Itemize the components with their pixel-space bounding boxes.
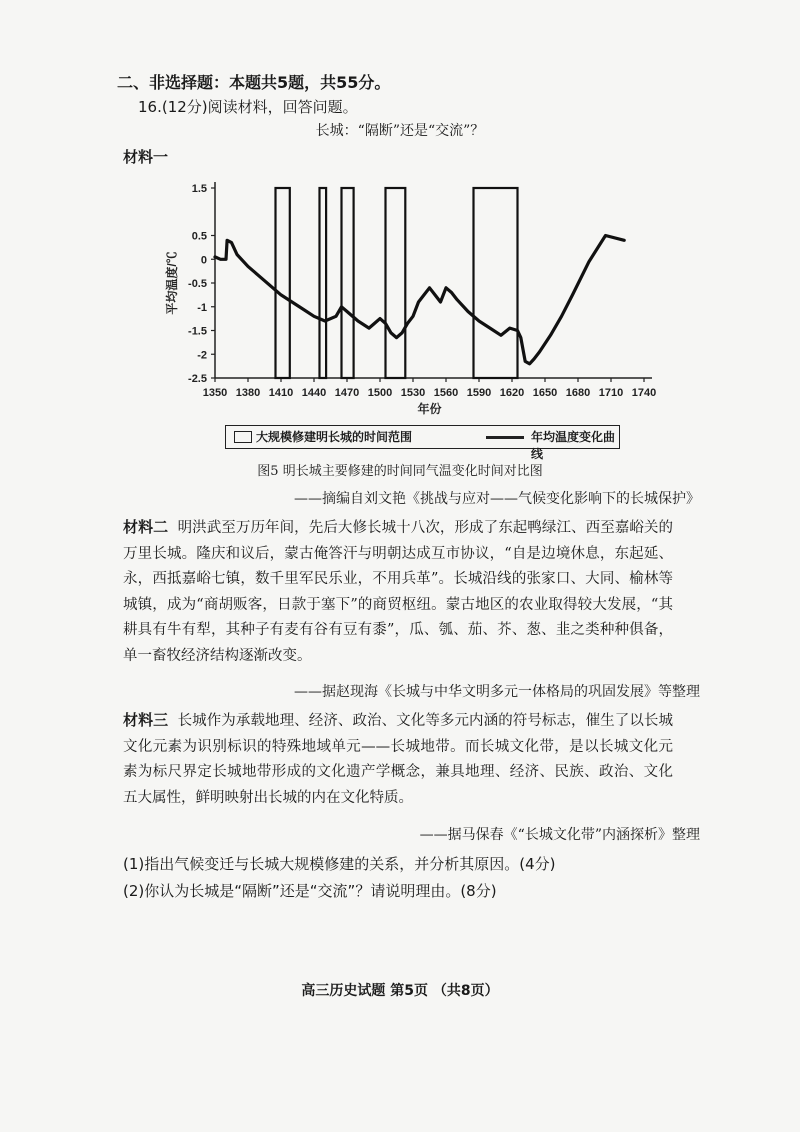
x-tick-label: 1500 <box>367 387 393 399</box>
legend-line-swatch <box>486 436 524 439</box>
material-3-source: ——据马保春《“长城文化带”内涵探析》整理 <box>419 827 700 843</box>
material-1-label: 材料一 <box>123 148 169 166</box>
x-tick-label: 1440 <box>301 387 327 399</box>
construction-period-bar <box>474 188 518 378</box>
y-tick-label: 0.5 <box>191 230 207 243</box>
y-tick-label: -0.5 <box>188 278 207 290</box>
x-tick-label: 1530 <box>400 387 426 399</box>
material-3-label: 材料三 <box>123 711 169 729</box>
y-axis-label: 平均温度/℃ <box>165 251 179 315</box>
material-2-source: ——据赵现海《长城与中华文明多元一体格局的巩固发展》等整理 <box>294 684 700 700</box>
legend-box-swatch <box>234 431 252 443</box>
question-2: (2)你认为长城是“隔断”还是“交流”？请说明理由。(8分) <box>123 882 497 900</box>
x-axis-label: 年份 <box>417 402 442 416</box>
chart-svg <box>160 168 670 418</box>
construction-period-bar <box>342 188 354 378</box>
section-title: 二、非选择题：本题共5题，共55分。 <box>117 73 391 92</box>
figure-caption: 图5 明长城主要修建的时间同气温变化时间对比图 <box>257 464 543 479</box>
construction-period-bar <box>386 188 406 378</box>
x-tick-label: 1710 <box>598 387 624 399</box>
material-1-source: ——摘编自刘文艳《挑战与应对——气候变化影响下的长城保护》 <box>294 491 700 507</box>
material-2-text: 明洪武至万历年间，先后大修长城十八次，形成了东起鸭绿江、西至嘉峪关的万里长城。隆庆和议后，蒙古俺答汗与明朝达成互市协议，“自是边境休息，东起延、永，西抵嘉峪七镇，数千里军民乐业，不用兵革”。长城沿线的张家口、大同、榆林等城镇，成为“商胡贩客，日款于塞下”的商贸枢纽。蒙古地区的农业取得较大发展，“其耕具有牛有犁，其种子有麦有谷有豆有黍”，瓜、瓠、茄、芥、葱、韭之类种种俱备，单一畜牧经济结构逐渐改变。 <box>123 520 673 664</box>
y-tick-label: -2.5 <box>188 373 207 385</box>
x-tick-label: 1590 <box>466 387 492 399</box>
temperature-chart <box>160 168 670 422</box>
construction-period-bar <box>276 188 290 378</box>
y-tick-label: -1.5 <box>188 325 207 338</box>
x-tick-label: 1560 <box>433 387 459 399</box>
legend-box-label: 大规模修建明长城的时间范围 <box>256 430 413 444</box>
x-tick-label: 1410 <box>268 387 294 399</box>
x-tick-label: 1650 <box>532 387 558 399</box>
y-tick-label: 0 <box>200 254 207 267</box>
page-footer: 高三历史试题 第5页 （共8页） <box>301 983 499 999</box>
material-3-text: 长城作为承载地理、经济、政治、文化等多元内涵的符号标志，催生了以长城文化元素为识别标识的特殊地域单元——长城地带。而长城文化带，是以长城文化元素为标尺界定长城地带形成的文化遗产学概念，兼具地理、经济、民族、政治、文化五大属性，鲜明映射出长城的内在文化特质。 <box>123 713 673 806</box>
question-1: (1)指出气候变迁与长城大规模修建的关系，并分析其原因。(4分) <box>123 855 556 873</box>
material-3-paragraph <box>123 708 673 811</box>
y-tick-label: 1.5 <box>191 183 207 195</box>
x-tick-label: 1740 <box>631 387 657 399</box>
y-tick-label: -1 <box>197 301 207 314</box>
question-heading: 16.(12分)阅读材料，回答问题。 <box>138 98 358 116</box>
y-tick-label: -2 <box>197 349 207 362</box>
x-tick-label: 1680 <box>565 387 591 399</box>
material-2-label: 材料二 <box>123 518 169 536</box>
article-title: 长城：“隔断”还是“交流”？ <box>315 123 485 139</box>
x-tick-label: 1620 <box>499 387 525 399</box>
construction-period-bar <box>320 188 327 378</box>
chart-legend <box>225 425 620 461</box>
x-tick-label: 1470 <box>334 387 360 399</box>
x-tick-label: 1350 <box>202 387 228 399</box>
x-tick-label: 1380 <box>235 387 261 399</box>
material-2-paragraph <box>123 515 673 669</box>
legend-line-label: 年均温度变化曲线 <box>531 430 616 461</box>
